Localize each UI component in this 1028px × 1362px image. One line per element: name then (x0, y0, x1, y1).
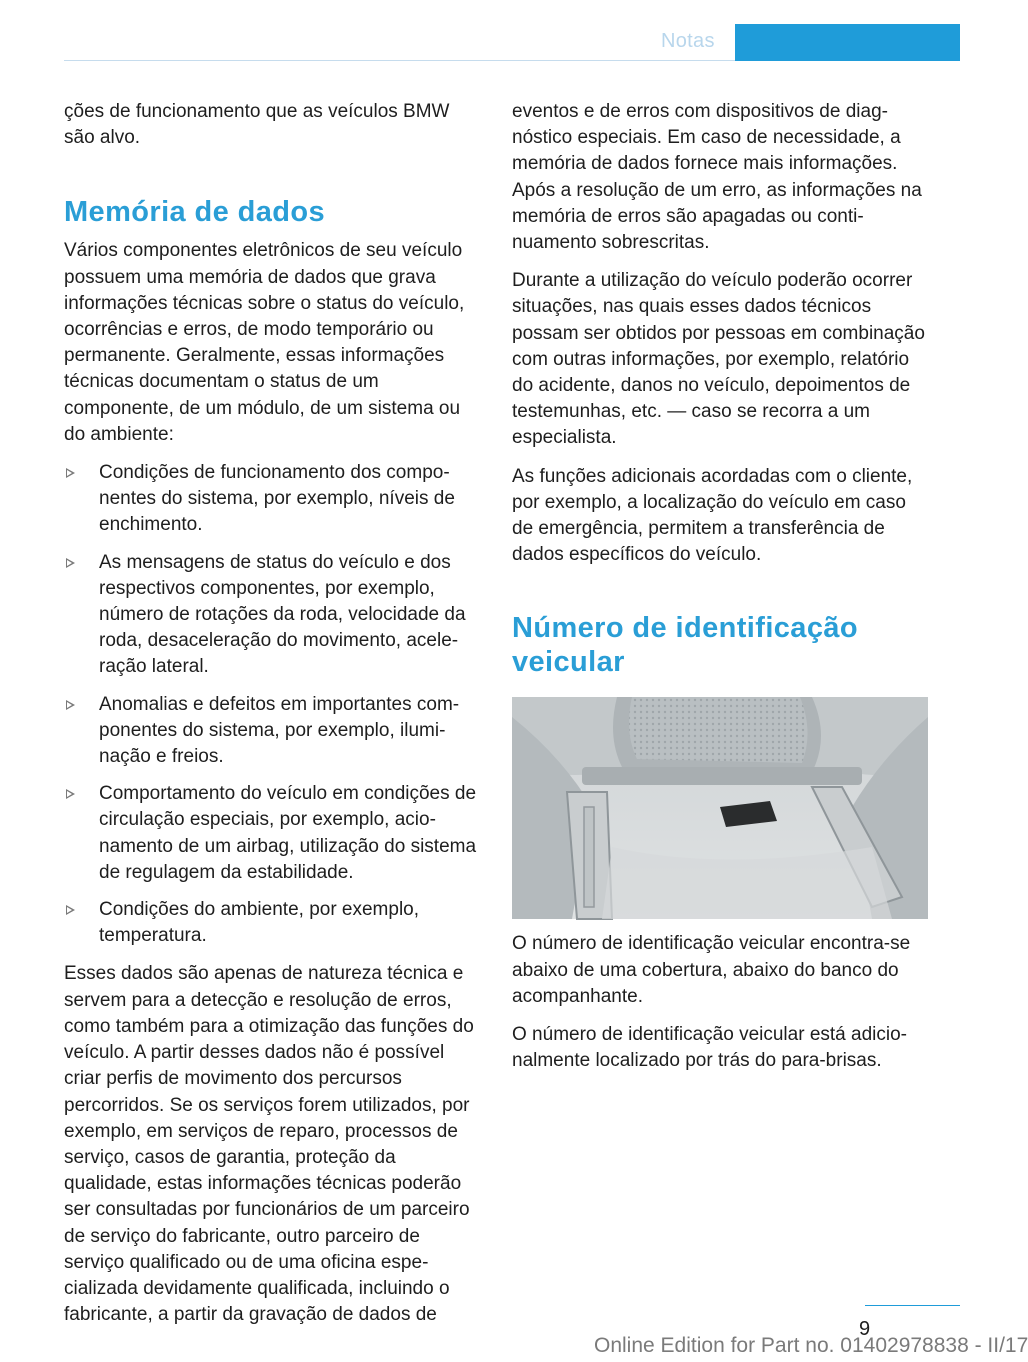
vin-heading: Número de identificação veicular (512, 612, 858, 679)
intro-paragraph: ções de funcionamento que as veículos BMW são alvo. (64, 101, 450, 149)
vin-windshield-paragraph: O número de identificação veicular está adicionalmente localizado por trás do para-brisas. (512, 1024, 907, 1072)
header-accent-block (735, 24, 960, 61)
bullet-list (64, 460, 482, 949)
list-item (64, 550, 482, 681)
section-label: Notas (661, 30, 715, 52)
triangle-bullet-icon (66, 468, 75, 478)
functions-paragraph: As funções adicionais acordadas com o cliente, por exemplo, a localização do veículo em caso de emergência, permitem a transferência de dados específicos do veículo. (512, 465, 913, 566)
list-item (64, 897, 482, 949)
diagnostic-paragraph: eventos e de erros com dispositivos de diagnóstico especiais. Em caso de necessidade, a memória de dados fornece mais informações. Após a resolução de um erro, as informações na memória de erros são apagadas ou continuamento sobrescritas. (512, 101, 922, 254)
vin-location-paragraph: O número de identificação veicular encontra-se abaixo de uma cobertura, abaixo do banco do acompanhante. (512, 933, 911, 1007)
vin-location-photo (512, 697, 928, 919)
page-number: 9 (859, 1318, 871, 1340)
list-item-text: Comportamento do veículo em condições de circulação especiais, por exemplo, acionamento de um airbag, utilização do sistema de regulagem da estabilidade. (99, 783, 477, 883)
list-item (64, 781, 482, 886)
list-item-text: Condições do ambiente, por exemplo, temperatura. (99, 899, 420, 947)
header-rule (64, 60, 735, 61)
memoria-heading: Memória de dados (64, 196, 326, 229)
list-item (64, 460, 482, 539)
triangle-bullet-icon (66, 558, 75, 568)
edition-footer: Online Edition for Part no. 01402978838 - II/17 (594, 1334, 1028, 1357)
closing-paragraph: Esses dados são apenas de natureza técnica e servem para a detecção e resolução de erros, como também para a otimização das funções do veículo. A partir desses dados não é possível criar perfis de movimento dos percursos percorridos. Se os serviços forem utilizados, por exemplo, em serviços de reparo, processos de serviço, casos de garantia, proteção da qualidade, estas informações técnicas poderão ser consultadas por funcionários de um parceiro de serviço do fabricante, outro parceiro de serviço qualificado ou de uma oficina especializada devidamente qualificada, incluindo o fabricante, a partir da gravação de dados de (64, 963, 474, 1326)
triangle-bullet-icon (66, 789, 75, 799)
footer-rule (865, 1305, 960, 1306)
triangle-bullet-icon (66, 700, 75, 710)
list-item-text: Anomalias e defeitos em importantes componentes do sistema, por exemplo, iluminação e freios. (99, 693, 460, 768)
usage-paragraph: Durante a utilização do veículo poderão ocorrer situações, nas quais esses dados técnicos possam ser obtidos por pessoas em combinação com outras informações, por exemplo, relatório do acidente, danos no veículo, depoimentos de testemunhas, etc. — caso se recorra a um especialista. (512, 270, 925, 449)
list-item (64, 692, 482, 771)
triangle-bullet-icon (66, 905, 75, 915)
right-column (512, 99, 932, 1086)
list-item-text: As mensagens de status do veículo e dos respectivos componentes, por exemplo, número de rotações da roda, velocidade da roda, desaceleração do movimento, aceleração lateral. (99, 551, 466, 678)
memoria-paragraph: Vários componentes eletrônicos de seu veículo possuem uma memória de dados que grava informações técnicas sobre o status do veículo, ocorrências e erros, de modo temporário ou permanente. Geralmente, essas informações técnicas documentam o status de um componente, de um módulo, de um sistema ou do ambiente: (64, 240, 465, 445)
left-column (64, 99, 482, 1340)
list-item-text: Condições de funcionamento dos componentes do sistema, por exemplo, níveis de enchimento. (99, 462, 455, 536)
